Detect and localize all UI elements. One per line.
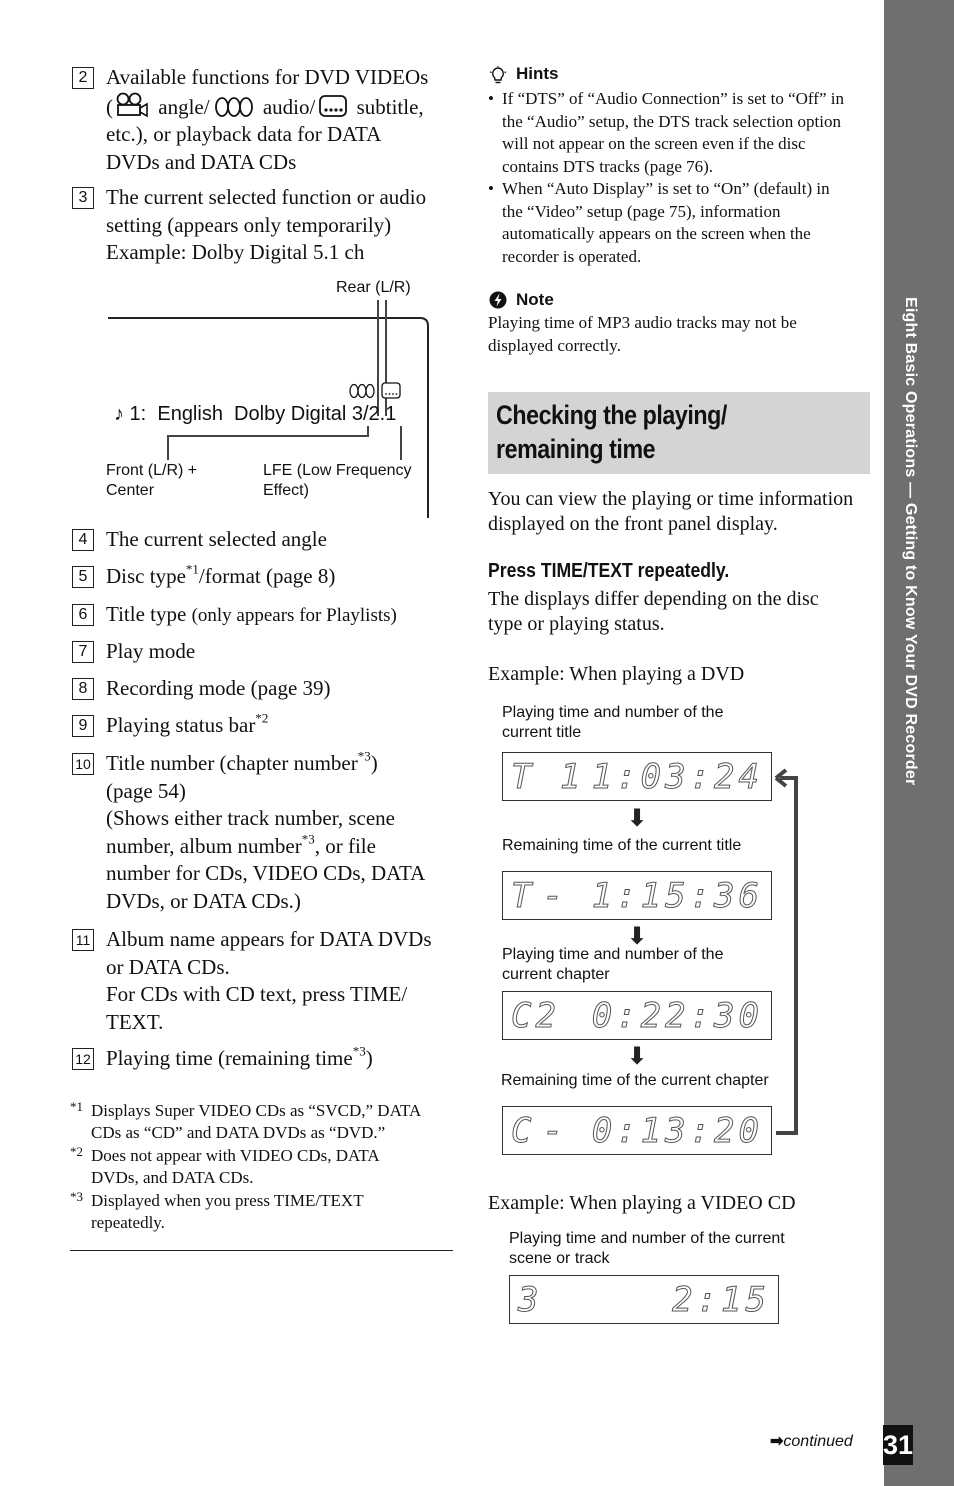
divider xyxy=(70,1250,453,1251)
audio-icon xyxy=(213,96,255,118)
list-item xyxy=(72,526,452,554)
side-tab xyxy=(884,0,954,1486)
footnote: *3 Displayed when you press TIME/TEXT repeatedly. xyxy=(70,1189,364,1232)
step-description: The displays differ depending on the disc type or playing status. xyxy=(488,588,819,635)
item-text-line: The current selected function or audio xyxy=(106,185,427,209)
lcd-display xyxy=(509,1275,779,1324)
audio-icon xyxy=(350,385,374,398)
loop-back-arrow-icon xyxy=(772,768,804,1138)
item-text: Disc type$^{*1}$/format (page 8) xyxy=(106,561,336,588)
subtitle-text: subtitle, xyxy=(351,94,424,119)
front-center-label: Front (L/R) + Center xyxy=(106,462,198,499)
footnote: *2 Does not appear with VIDEO CDs, DATA DVDs, and DATA CDs. xyxy=(70,1144,380,1187)
arrow-down-icon: ⬇ xyxy=(627,1042,648,1070)
item-number: 4 xyxy=(72,529,94,551)
list-item xyxy=(72,638,452,666)
list-item xyxy=(72,712,452,740)
list-item xyxy=(72,601,452,630)
lcd-left-text: C2 xyxy=(511,996,560,1036)
item-number: 7 xyxy=(72,641,94,663)
page-number: 31 xyxy=(883,1425,913,1465)
item-text-line: or DATA CDs. xyxy=(106,954,230,979)
item-number: 2 xyxy=(72,67,94,89)
hint-item: • If “DTS” of “Audio Connection” is set to “Off” in the “Audio” setup, the DTS track selection option will not appear on the screen even if the disc contains DTS tracks (page 76). xyxy=(488,89,844,176)
item-number: 3 xyxy=(72,187,94,209)
display-caption: Playing time and number of the current scene or track xyxy=(509,1230,785,1267)
section-heading-box xyxy=(488,392,870,474)
osd-audio-line: ♪ 1: English Dolby Digital 3/2.1 xyxy=(114,403,397,425)
item-text: Play mode xyxy=(106,639,196,663)
item-number: 6 xyxy=(72,604,94,626)
footnote: *1 Displays Super VIDEO CDs as “SVCD,” DATA CDs as “CD” and DATA DVDs as “DVD.” xyxy=(70,1099,422,1142)
list-item xyxy=(72,926,452,1036)
rear-label: Rear (L/R) xyxy=(336,279,411,296)
continued-label: ➡continued xyxy=(770,1433,853,1450)
list-item xyxy=(72,64,452,176)
arrow-right-icon: ➡ xyxy=(770,1433,784,1450)
item-text-line: Album name appears for DATA DVDs xyxy=(106,927,432,951)
lcd-display xyxy=(502,871,772,920)
lcd-right-text: - 0:13:20 xyxy=(542,1111,763,1151)
note-icon xyxy=(489,291,507,309)
item-number: 10 xyxy=(72,753,94,775)
arrow-down-icon: ⬇ xyxy=(627,804,648,832)
item-text: Playing status bar$^{*2}$ xyxy=(106,710,269,737)
hints-title: Hints xyxy=(516,64,559,83)
list-item xyxy=(72,750,452,915)
item-number: 8 xyxy=(72,678,94,700)
item-number: 5 xyxy=(72,566,94,588)
item-text-line: Example: Dolby Digital 5.1 ch xyxy=(106,240,365,264)
item-text: Recording mode (page 39) xyxy=(106,676,331,700)
subtitle-icon xyxy=(382,383,400,398)
display-caption: Remaining time of the current title xyxy=(502,837,742,854)
lcd-right-text: 1:03:24 xyxy=(591,757,763,797)
lcd-display xyxy=(502,1106,772,1155)
item-text-line: DVDs, or DATA CDs.) xyxy=(106,888,301,913)
item-text-line: (Shows either track number, scene xyxy=(106,806,395,830)
example-dvd-label: Example: When playing a DVD xyxy=(488,663,745,685)
item-number: 11 xyxy=(72,929,94,951)
item-text-line: For CDs with CD text, press TIME/ xyxy=(106,982,408,1006)
item-text: Playing time (remaining time$^{*3}$) xyxy=(106,1043,373,1070)
item-text-line: setting (appears only temporarily) xyxy=(106,212,392,237)
list-item xyxy=(72,675,452,703)
subtitle-icon xyxy=(318,94,348,118)
item-text-line: number, album number$^{*3}$, or file xyxy=(106,830,376,858)
item-number: 12 xyxy=(72,1048,94,1070)
item-number: 9 xyxy=(72,715,94,737)
list-item xyxy=(72,184,452,267)
display-caption: Playing time and number of the current title xyxy=(502,704,724,741)
audio-text: audio/ xyxy=(257,94,316,119)
item-text-line: TEXT. xyxy=(106,1009,164,1034)
angle-icon xyxy=(116,92,150,118)
item-text-line: Title number (chapter number$^{*3}$) xyxy=(106,748,378,775)
lcd-left-text: C xyxy=(511,1111,536,1151)
item-text-line: number for CDs, VIDEO CDs, DATA xyxy=(106,861,426,885)
section-intro: You can view the playing or time information displayed on the front panel display. xyxy=(488,488,854,535)
lcd-right-text: - 1:15:36 xyxy=(542,876,763,916)
lcd-right-text: 2:15 xyxy=(672,1280,770,1320)
display-caption: Playing time and number of the current chapter xyxy=(502,946,724,983)
lcd-display xyxy=(502,752,772,801)
list-item xyxy=(72,1045,452,1073)
item-text: Title type (only appears for Playlists) xyxy=(106,602,397,626)
item-text-line: etc.), or playback data for DATA xyxy=(106,122,382,146)
item-text-line xyxy=(106,92,452,122)
note-title: Note xyxy=(516,290,554,309)
angle-text: angle/ xyxy=(153,94,210,119)
lcd-right-text: 0:22:30 xyxy=(591,996,763,1036)
section-title: Checking the playing/ remaining time xyxy=(496,400,727,464)
item-text-line: Available functions for DVD VIDEOs xyxy=(106,65,429,89)
step-instruction: Press TIME/TEXT repeatedly. xyxy=(488,560,730,582)
paren: ( xyxy=(106,94,113,119)
item-text: The current selected angle xyxy=(106,527,327,551)
arrow-down-icon: ⬇ xyxy=(627,922,648,950)
lcd-display xyxy=(502,991,772,1040)
display-caption: Remaining time of the current chapter xyxy=(501,1072,769,1089)
lcd-left-text: T 1 xyxy=(511,757,585,797)
hint-item: • When “Auto Display” is set to “On” (default) in the “Video” setup (page 75), information automatically appears on the screen when the recorder is operated. xyxy=(488,179,830,266)
item-text-line: DVDs and DATA CDs xyxy=(106,149,297,174)
lfe-label: LFE (Low Frequency Effect) xyxy=(263,462,412,499)
lightbulb-icon xyxy=(489,66,507,86)
lcd-left-text: T xyxy=(511,876,536,916)
list-item xyxy=(72,563,452,591)
item-text-line: (page 54) xyxy=(106,778,186,803)
chapter-title: Eight Basic Operations — Getting to Know Your DVD Recorder xyxy=(902,297,919,786)
lcd-left-text: 3 xyxy=(518,1280,543,1320)
note-text: Playing time of MP3 audio tracks may not be displayed correctly. xyxy=(488,313,797,355)
example-vcd-label: Example: When playing a VIDEO CD xyxy=(488,1192,796,1214)
